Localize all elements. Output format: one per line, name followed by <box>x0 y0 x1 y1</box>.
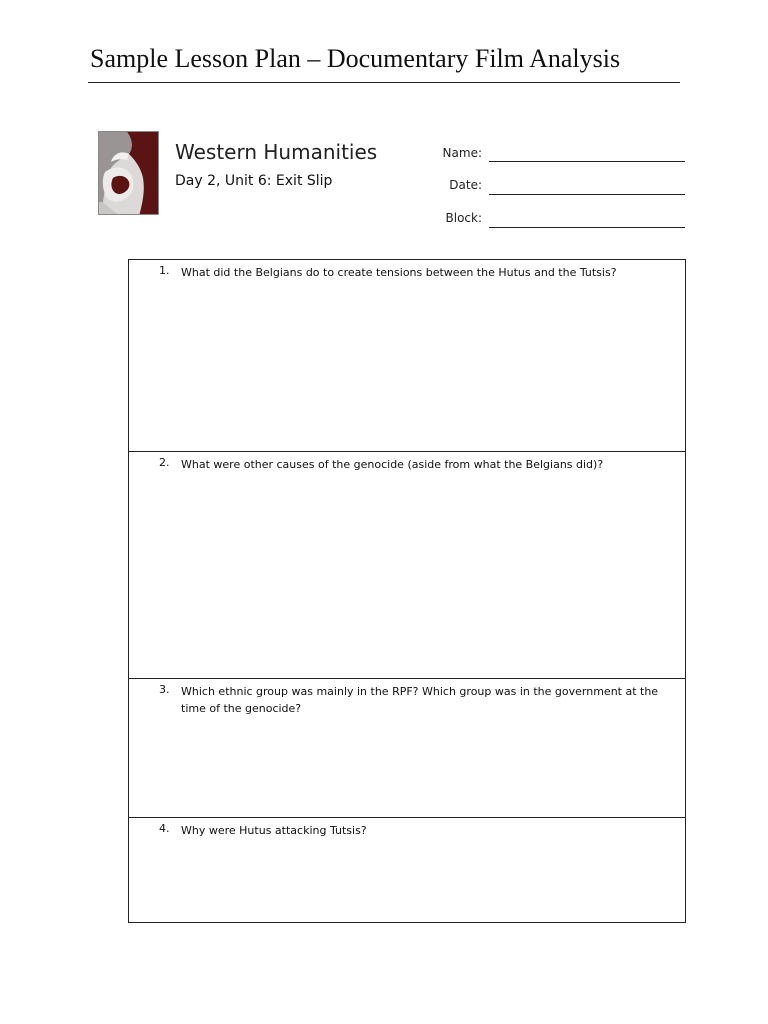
date-label: Date: <box>449 178 482 192</box>
question-text: What were other causes of the genocide (aside from what the Belgians did)? <box>181 458 604 471</box>
question-text: Why were Hutus attacking Tutsis? <box>181 824 367 837</box>
question-number: 4. <box>159 822 170 835</box>
question-number: 2. <box>159 456 170 469</box>
question-text: What did the Belgians do to create tensions between the Hutus and the Tutsis? <box>181 266 617 279</box>
questions-table <box>128 259 686 923</box>
document-title: Sample Lesson Plan – Documentary Film Analysis <box>90 44 621 73</box>
block-label: Block: <box>445 211 482 225</box>
question-number: 3. <box>159 683 170 696</box>
embrace-artwork-icon <box>99 132 159 215</box>
exit-slip-subtitle: Day 2, Unit 6: Exit Slip <box>175 173 333 189</box>
date-field[interactable] <box>489 194 685 195</box>
question-row-3 <box>129 679 685 818</box>
question-number: 1. <box>159 264 170 277</box>
block-field[interactable] <box>489 227 685 228</box>
course-logo-image <box>98 131 159 215</box>
title-divider <box>88 82 680 83</box>
question-row-2 <box>129 452 685 679</box>
question-row-1 <box>129 260 685 452</box>
course-title: Western Humanities <box>175 140 378 164</box>
question-row-4 <box>129 818 685 922</box>
name-field[interactable] <box>489 161 685 162</box>
question-text: Which ethnic group was mainly in the RPF? Which group was in the government at the time of the genocide? <box>181 685 659 715</box>
name-label: Name: <box>442 146 482 160</box>
